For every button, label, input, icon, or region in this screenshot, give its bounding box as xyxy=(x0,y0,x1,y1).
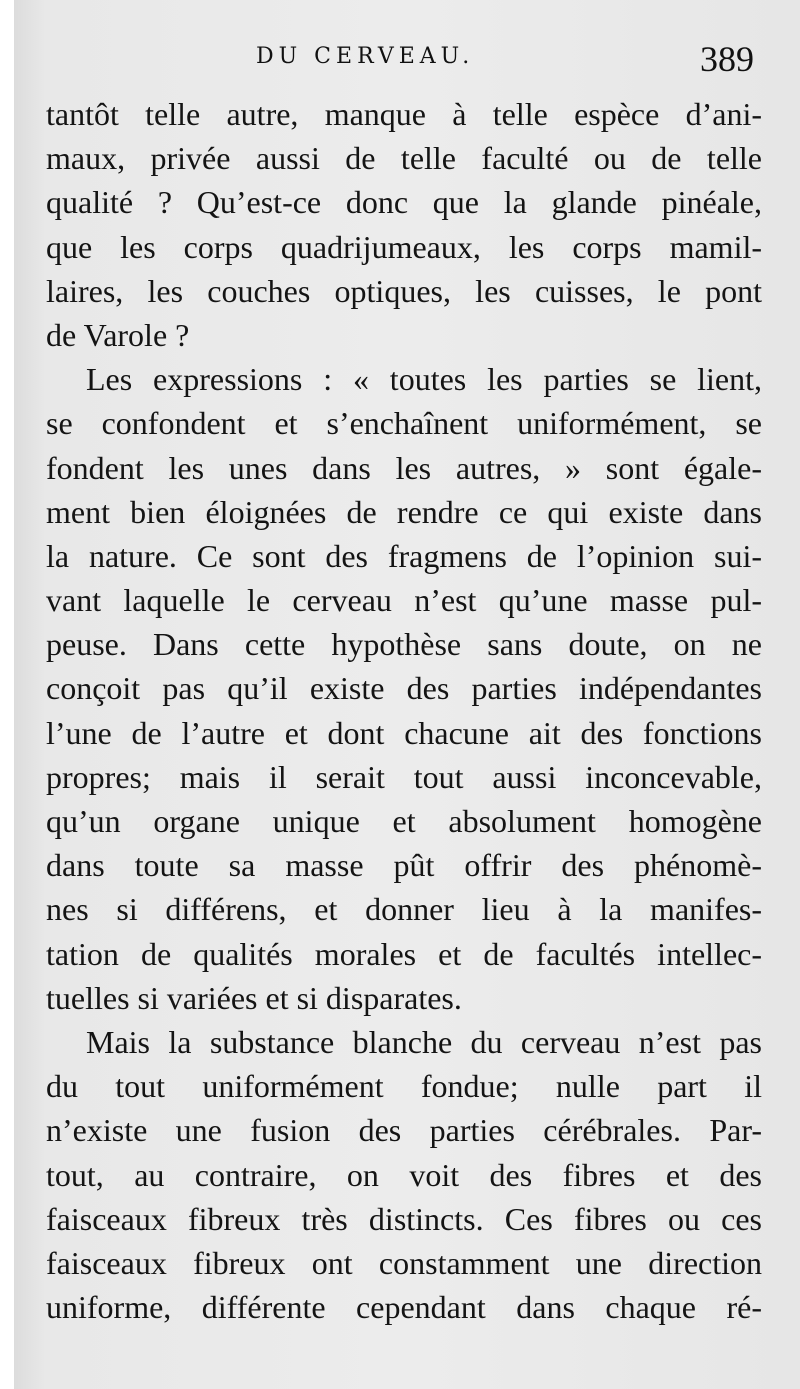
text-line: fondent les unes dans les autres, » sont égale- xyxy=(46,449,762,486)
book-page xyxy=(14,0,800,1389)
text-line: dans toute sa masse pût offrir des phénomè- xyxy=(46,847,762,884)
text-line: tation de qualités morales et de facultés intellec- xyxy=(46,935,762,972)
text-line: qu’un organe unique et absolument homogène xyxy=(46,803,762,839)
text-line: de Varole ? xyxy=(46,316,190,353)
text-line: n’existe une fusion des parties cérébrales. Par- xyxy=(46,1112,762,1149)
text-line: faisceaux fibreux ont constamment une direction xyxy=(46,1244,762,1281)
text-line: conçoit pas qu’il existe des parties indépendantes xyxy=(46,670,762,707)
text-line: que les corps quadrijumeaux, les corps mamil- xyxy=(46,228,762,265)
running-head xyxy=(14,39,800,84)
text-line: tantôt telle autre, manque à telle espèce d’ani- xyxy=(46,96,762,132)
text-line: se confondent et s’enchaînent uniformément, se xyxy=(46,405,762,442)
text-line: propres; mais il serait tout aussi inconcevable, xyxy=(46,758,762,795)
text-line: faisceaux fibreux très distincts. Ces fibres ou ces xyxy=(46,1200,762,1237)
text-line: peuse. Dans cette hypothèse sans doute, on ne xyxy=(46,626,762,663)
text-line: l’une de l’autre et dont chacune ait des fonctions xyxy=(46,714,762,751)
text-line: du tout uniformément fondue; nulle part il xyxy=(46,1068,762,1105)
page-number: 389 xyxy=(700,39,754,79)
body-text xyxy=(46,92,762,1329)
running-head-title: DU CERVEAU. xyxy=(256,44,475,69)
page-left-margin xyxy=(0,0,14,1389)
text-line: qualité ? Qu’est-ce donc que la glande pinéale, xyxy=(46,184,762,221)
text-line: uniforme, différente cependant dans chaque ré- xyxy=(46,1289,762,1326)
text-line: maux, privée aussi de telle faculté ou de telle xyxy=(46,140,762,177)
text-line: laires, les couches optiques, les cuisses, le pont xyxy=(46,272,762,309)
text-line: tout, au contraire, on voit des fibres et des xyxy=(46,1156,762,1193)
text-line: tuelles si variées et si disparates. xyxy=(46,979,462,1016)
text-line: ment bien éloignées de rendre ce qui existe dans xyxy=(46,493,762,530)
paragraph-first-line: Les expressions : « toutes les parties se lient, xyxy=(86,361,762,398)
text-line: vant laquelle le cerveau n’est qu’une masse pul- xyxy=(46,582,762,619)
text-line: nes si différens, et donner lieu à la manifes- xyxy=(46,891,762,928)
text-line: la nature. Ce sont des fragmens de l’opinion sui- xyxy=(46,537,762,574)
paragraph-first-line: Mais la substance blanche du cerveau n’est pas xyxy=(86,1023,762,1060)
